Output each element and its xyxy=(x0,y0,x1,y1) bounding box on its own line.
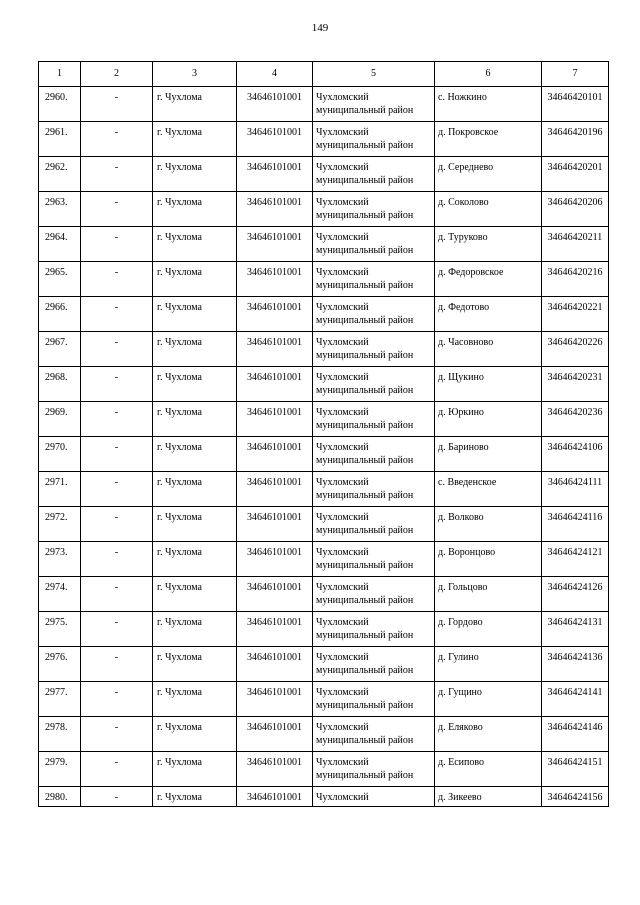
district-name-line1: Чухломский xyxy=(316,687,369,698)
locality-cell: с. Ножкино xyxy=(435,87,542,122)
table-row xyxy=(39,402,609,437)
district-name-line2: муниципальный район xyxy=(316,210,414,221)
district-cell xyxy=(313,227,435,262)
settlement-cell: г. Чухлома xyxy=(153,122,237,157)
district-cell xyxy=(313,87,435,122)
row-number-cell: 2976. xyxy=(39,647,81,682)
table-row xyxy=(39,332,609,367)
row-number-cell: 2961. xyxy=(39,122,81,157)
locality-code-cell: 34646424116 xyxy=(542,507,609,542)
locality-cell: д. Юркино xyxy=(435,402,542,437)
table-row xyxy=(39,612,609,647)
district-cell xyxy=(313,122,435,157)
row-number-cell: 2962. xyxy=(39,157,81,192)
district-name-line1: Чухломский xyxy=(316,232,369,243)
column-2-cell: - xyxy=(81,577,153,612)
settlement-cell: г. Чухлома xyxy=(153,542,237,577)
district-name-line2: муниципальный район xyxy=(316,770,414,781)
locality-cell: д. Щукино xyxy=(435,367,542,402)
district-name-line1: Чухломский xyxy=(316,127,369,138)
locality-code-cell: 34646420226 xyxy=(542,332,609,367)
row-number-cell: 2960. xyxy=(39,87,81,122)
locality-cell: д. Федотово xyxy=(435,297,542,332)
district-name-line1: Чухломский xyxy=(316,267,369,278)
table-row xyxy=(39,472,609,507)
locality-code-cell: 34646420206 xyxy=(542,192,609,227)
locality-code-cell: 34646420211 xyxy=(542,227,609,262)
locality-code-cell: 34646424106 xyxy=(542,437,609,472)
settlement-code-cell: 34646101001 xyxy=(237,682,313,717)
locality-code-cell: 34646420196 xyxy=(542,122,609,157)
settlement-code-cell: 34646101001 xyxy=(237,367,313,402)
registry-table xyxy=(38,61,609,807)
column-2-cell: - xyxy=(81,87,153,122)
column-2-cell: - xyxy=(81,332,153,367)
district-name-line1: Чухломский xyxy=(316,617,369,628)
row-number-cell: 2966. xyxy=(39,297,81,332)
district-cell xyxy=(313,752,435,787)
locality-code-cell: 34646420216 xyxy=(542,262,609,297)
settlement-code-cell: 34646101001 xyxy=(237,472,313,507)
district-name-line2: муниципальный район xyxy=(316,560,414,571)
locality-cell: д. Гордово xyxy=(435,612,542,647)
settlement-code-cell: 34646101001 xyxy=(237,507,313,542)
district-cell xyxy=(313,682,435,717)
column-2-cell: - xyxy=(81,297,153,332)
settlement-cell: г. Чухлома xyxy=(153,367,237,402)
column-2-cell: - xyxy=(81,402,153,437)
district-name-line1: Чухломский xyxy=(316,442,369,453)
table-body xyxy=(39,87,609,807)
table-row xyxy=(39,297,609,332)
locality-cell: д. Гольцово xyxy=(435,577,542,612)
district-name-line1: Чухломский xyxy=(316,197,369,208)
district-cell xyxy=(313,402,435,437)
locality-code-cell: 34646424146 xyxy=(542,717,609,752)
district-name-line1: Чухломский xyxy=(316,92,369,103)
locality-cell: д. Гущино xyxy=(435,682,542,717)
row-number-cell: 2972. xyxy=(39,507,81,542)
district-cell xyxy=(313,717,435,752)
column-header: 2 xyxy=(81,62,153,87)
district-name-line1: Чухломский xyxy=(316,407,369,418)
row-number-cell: 2978. xyxy=(39,717,81,752)
column-2-cell: - xyxy=(81,122,153,157)
settlement-code-cell: 34646101001 xyxy=(237,787,313,807)
row-number-cell: 2975. xyxy=(39,612,81,647)
table-row xyxy=(39,192,609,227)
settlement-cell: г. Чухлома xyxy=(153,227,237,262)
locality-cell: д. Есипово xyxy=(435,752,542,787)
locality-code-cell: 34646424126 xyxy=(542,577,609,612)
settlement-code-cell: 34646101001 xyxy=(237,192,313,227)
district-cell xyxy=(313,647,435,682)
page-number: 149 xyxy=(311,22,329,34)
district-name-line1: Чухломский xyxy=(316,302,369,313)
district-cell xyxy=(313,437,435,472)
locality-cell: д. Туруково xyxy=(435,227,542,262)
column-2-cell: - xyxy=(81,227,153,262)
row-number-cell: 2971. xyxy=(39,472,81,507)
locality-cell: д. Воронцово xyxy=(435,542,542,577)
settlement-cell: г. Чухлома xyxy=(153,332,237,367)
settlement-cell: г. Чухлома xyxy=(153,87,237,122)
locality-code-cell: 34646424151 xyxy=(542,752,609,787)
district-cell xyxy=(313,612,435,647)
column-2-cell: - xyxy=(81,787,153,807)
table-row xyxy=(39,507,609,542)
column-2-cell: - xyxy=(81,192,153,227)
locality-code-cell: 34646420101 xyxy=(542,87,609,122)
table-row xyxy=(39,542,609,577)
district-name-line1: Чухломский xyxy=(316,582,369,593)
district-name-line1: Чухломский xyxy=(316,337,369,348)
district-cell xyxy=(313,297,435,332)
column-header: 4 xyxy=(237,62,313,87)
district-name-line1: Чухломский xyxy=(316,547,369,558)
settlement-cell: г. Чухлома xyxy=(153,192,237,227)
locality-cell: д. Середнево xyxy=(435,157,542,192)
locality-cell: д. Гулино xyxy=(435,647,542,682)
settlement-code-cell: 34646101001 xyxy=(237,157,313,192)
table-row xyxy=(39,437,609,472)
district-name-line2: муниципальный район xyxy=(316,630,414,641)
table-row xyxy=(39,262,609,297)
column-2-cell: - xyxy=(81,752,153,787)
district-name-line2: муниципальный район xyxy=(316,665,414,676)
table-row xyxy=(39,752,609,787)
locality-code-cell: 34646424131 xyxy=(542,612,609,647)
row-number-cell: 2969. xyxy=(39,402,81,437)
table-row xyxy=(39,367,609,402)
settlement-cell: г. Чухлома xyxy=(153,437,237,472)
table-row xyxy=(39,682,609,717)
column-header: 1 xyxy=(39,62,81,87)
settlement-cell: г. Чухлома xyxy=(153,752,237,787)
settlement-cell: г. Чухлома xyxy=(153,647,237,682)
row-number-cell: 2964. xyxy=(39,227,81,262)
district-name-line1: Чухломский xyxy=(316,512,369,523)
header-row xyxy=(39,62,609,87)
district-cell xyxy=(313,192,435,227)
district-name-line2: муниципальный район xyxy=(316,315,414,326)
column-2-cell: - xyxy=(81,647,153,682)
settlement-code-cell: 34646101001 xyxy=(237,297,313,332)
district-name-line2: муниципальный район xyxy=(316,525,414,536)
settlement-code-cell: 34646101001 xyxy=(237,752,313,787)
table-row xyxy=(39,157,609,192)
settlement-code-cell: 34646101001 xyxy=(237,647,313,682)
row-number-cell: 2979. xyxy=(39,752,81,787)
column-2-cell: - xyxy=(81,542,153,577)
settlement-code-cell: 34646101001 xyxy=(237,262,313,297)
district-name-line2: муниципальный район xyxy=(316,700,414,711)
district-cell xyxy=(313,787,435,807)
column-2-cell: - xyxy=(81,682,153,717)
district-name-line2: муниципальный район xyxy=(316,245,414,256)
settlement-cell: г. Чухлома xyxy=(153,682,237,717)
settlement-cell: г. Чухлома xyxy=(153,157,237,192)
table-row xyxy=(39,122,609,157)
settlement-cell: г. Чухлома xyxy=(153,507,237,542)
column-2-cell: - xyxy=(81,157,153,192)
district-cell xyxy=(313,157,435,192)
district-cell xyxy=(313,367,435,402)
district-name-line1: Чухломский xyxy=(316,372,369,383)
locality-code-cell: 34646420221 xyxy=(542,297,609,332)
settlement-code-cell: 34646101001 xyxy=(237,437,313,472)
locality-code-cell: 34646424121 xyxy=(542,542,609,577)
column-header: 5 xyxy=(313,62,435,87)
district-name-line2: муниципальный район xyxy=(316,420,414,431)
locality-cell: д. Федоровское xyxy=(435,262,542,297)
settlement-cell: г. Чухлома xyxy=(153,787,237,807)
locality-cell: д. Зикеево xyxy=(435,787,542,807)
locality-code-cell: 34646424136 xyxy=(542,647,609,682)
district-name-line1: Чухломский xyxy=(316,722,369,733)
district-name-line1: Чухломский xyxy=(316,162,369,173)
settlement-code-cell: 34646101001 xyxy=(237,332,313,367)
settlement-code-cell: 34646101001 xyxy=(237,542,313,577)
table-row xyxy=(39,717,609,752)
district-name-line1: Чухломский xyxy=(316,477,369,488)
locality-code-cell: 34646424111 xyxy=(542,472,609,507)
locality-cell: д. Волково xyxy=(435,507,542,542)
column-2-cell: - xyxy=(81,437,153,472)
locality-cell: д. Покровское xyxy=(435,122,542,157)
district-name-line1: Чухломский xyxy=(316,757,369,768)
column-header: 3 xyxy=(153,62,237,87)
district-name-line1: Чухломский xyxy=(316,792,369,803)
row-number-cell: 2980. xyxy=(39,787,81,807)
column-2-cell: - xyxy=(81,507,153,542)
settlement-cell: г. Чухлома xyxy=(153,717,237,752)
locality-cell: с. Введенское xyxy=(435,472,542,507)
district-name-line2: муниципальный район xyxy=(316,280,414,291)
settlement-code-cell: 34646101001 xyxy=(237,227,313,262)
table-row xyxy=(39,227,609,262)
district-name-line2: муниципальный район xyxy=(316,735,414,746)
settlement-cell: г. Чухлома xyxy=(153,262,237,297)
row-number-cell: 2977. xyxy=(39,682,81,717)
settlement-code-cell: 34646101001 xyxy=(237,717,313,752)
locality-code-cell: 34646424156 xyxy=(542,787,609,807)
table-row xyxy=(39,577,609,612)
district-name-line2: муниципальный район xyxy=(316,105,414,116)
district-name-line2: муниципальный район xyxy=(316,455,414,466)
locality-code-cell: 34646420236 xyxy=(542,402,609,437)
district-cell xyxy=(313,507,435,542)
locality-code-cell: 34646424141 xyxy=(542,682,609,717)
district-cell xyxy=(313,332,435,367)
row-number-cell: 2967. xyxy=(39,332,81,367)
column-2-cell: - xyxy=(81,367,153,402)
table-row xyxy=(39,787,609,807)
column-header: 7 xyxy=(542,62,609,87)
row-number-cell: 2963. xyxy=(39,192,81,227)
settlement-code-cell: 34646101001 xyxy=(237,612,313,647)
row-number-cell: 2968. xyxy=(39,367,81,402)
settlement-cell: г. Чухлома xyxy=(153,402,237,437)
district-cell xyxy=(313,262,435,297)
settlement-cell: г. Чухлома xyxy=(153,472,237,507)
settlement-code-cell: 34646101001 xyxy=(237,122,313,157)
district-name-line2: муниципальный район xyxy=(316,175,414,186)
district-name-line1: Чухломский xyxy=(316,652,369,663)
table-row xyxy=(39,87,609,122)
locality-cell: д. Часовново xyxy=(435,332,542,367)
column-2-cell: - xyxy=(81,472,153,507)
locality-code-cell: 34646420201 xyxy=(542,157,609,192)
district-name-line2: муниципальный район xyxy=(316,490,414,501)
locality-cell: д. Бариново xyxy=(435,437,542,472)
locality-cell: д. Еляково xyxy=(435,717,542,752)
district-name-line2: муниципальный район xyxy=(316,350,414,361)
column-2-cell: - xyxy=(81,717,153,752)
district-cell xyxy=(313,472,435,507)
column-2-cell: - xyxy=(81,262,153,297)
row-number-cell: 2970. xyxy=(39,437,81,472)
row-number-cell: 2965. xyxy=(39,262,81,297)
settlement-cell: г. Чухлома xyxy=(153,297,237,332)
settlement-cell: г. Чухлома xyxy=(153,577,237,612)
row-number-cell: 2974. xyxy=(39,577,81,612)
locality-cell: д. Соколово xyxy=(435,192,542,227)
district-name-line2: муниципальный район xyxy=(316,595,414,606)
district-cell xyxy=(313,577,435,612)
column-header: 6 xyxy=(435,62,542,87)
row-number-cell: 2973. xyxy=(39,542,81,577)
settlement-code-cell: 34646101001 xyxy=(237,87,313,122)
district-name-line2: муниципальный район xyxy=(316,385,414,396)
table-row xyxy=(39,647,609,682)
settlement-code-cell: 34646101001 xyxy=(237,577,313,612)
column-2-cell: - xyxy=(81,612,153,647)
district-name-line2: муниципальный район xyxy=(316,140,414,151)
settlement-code-cell: 34646101001 xyxy=(237,402,313,437)
settlement-cell: г. Чухлома xyxy=(153,612,237,647)
district-cell xyxy=(313,542,435,577)
locality-code-cell: 34646420231 xyxy=(542,367,609,402)
